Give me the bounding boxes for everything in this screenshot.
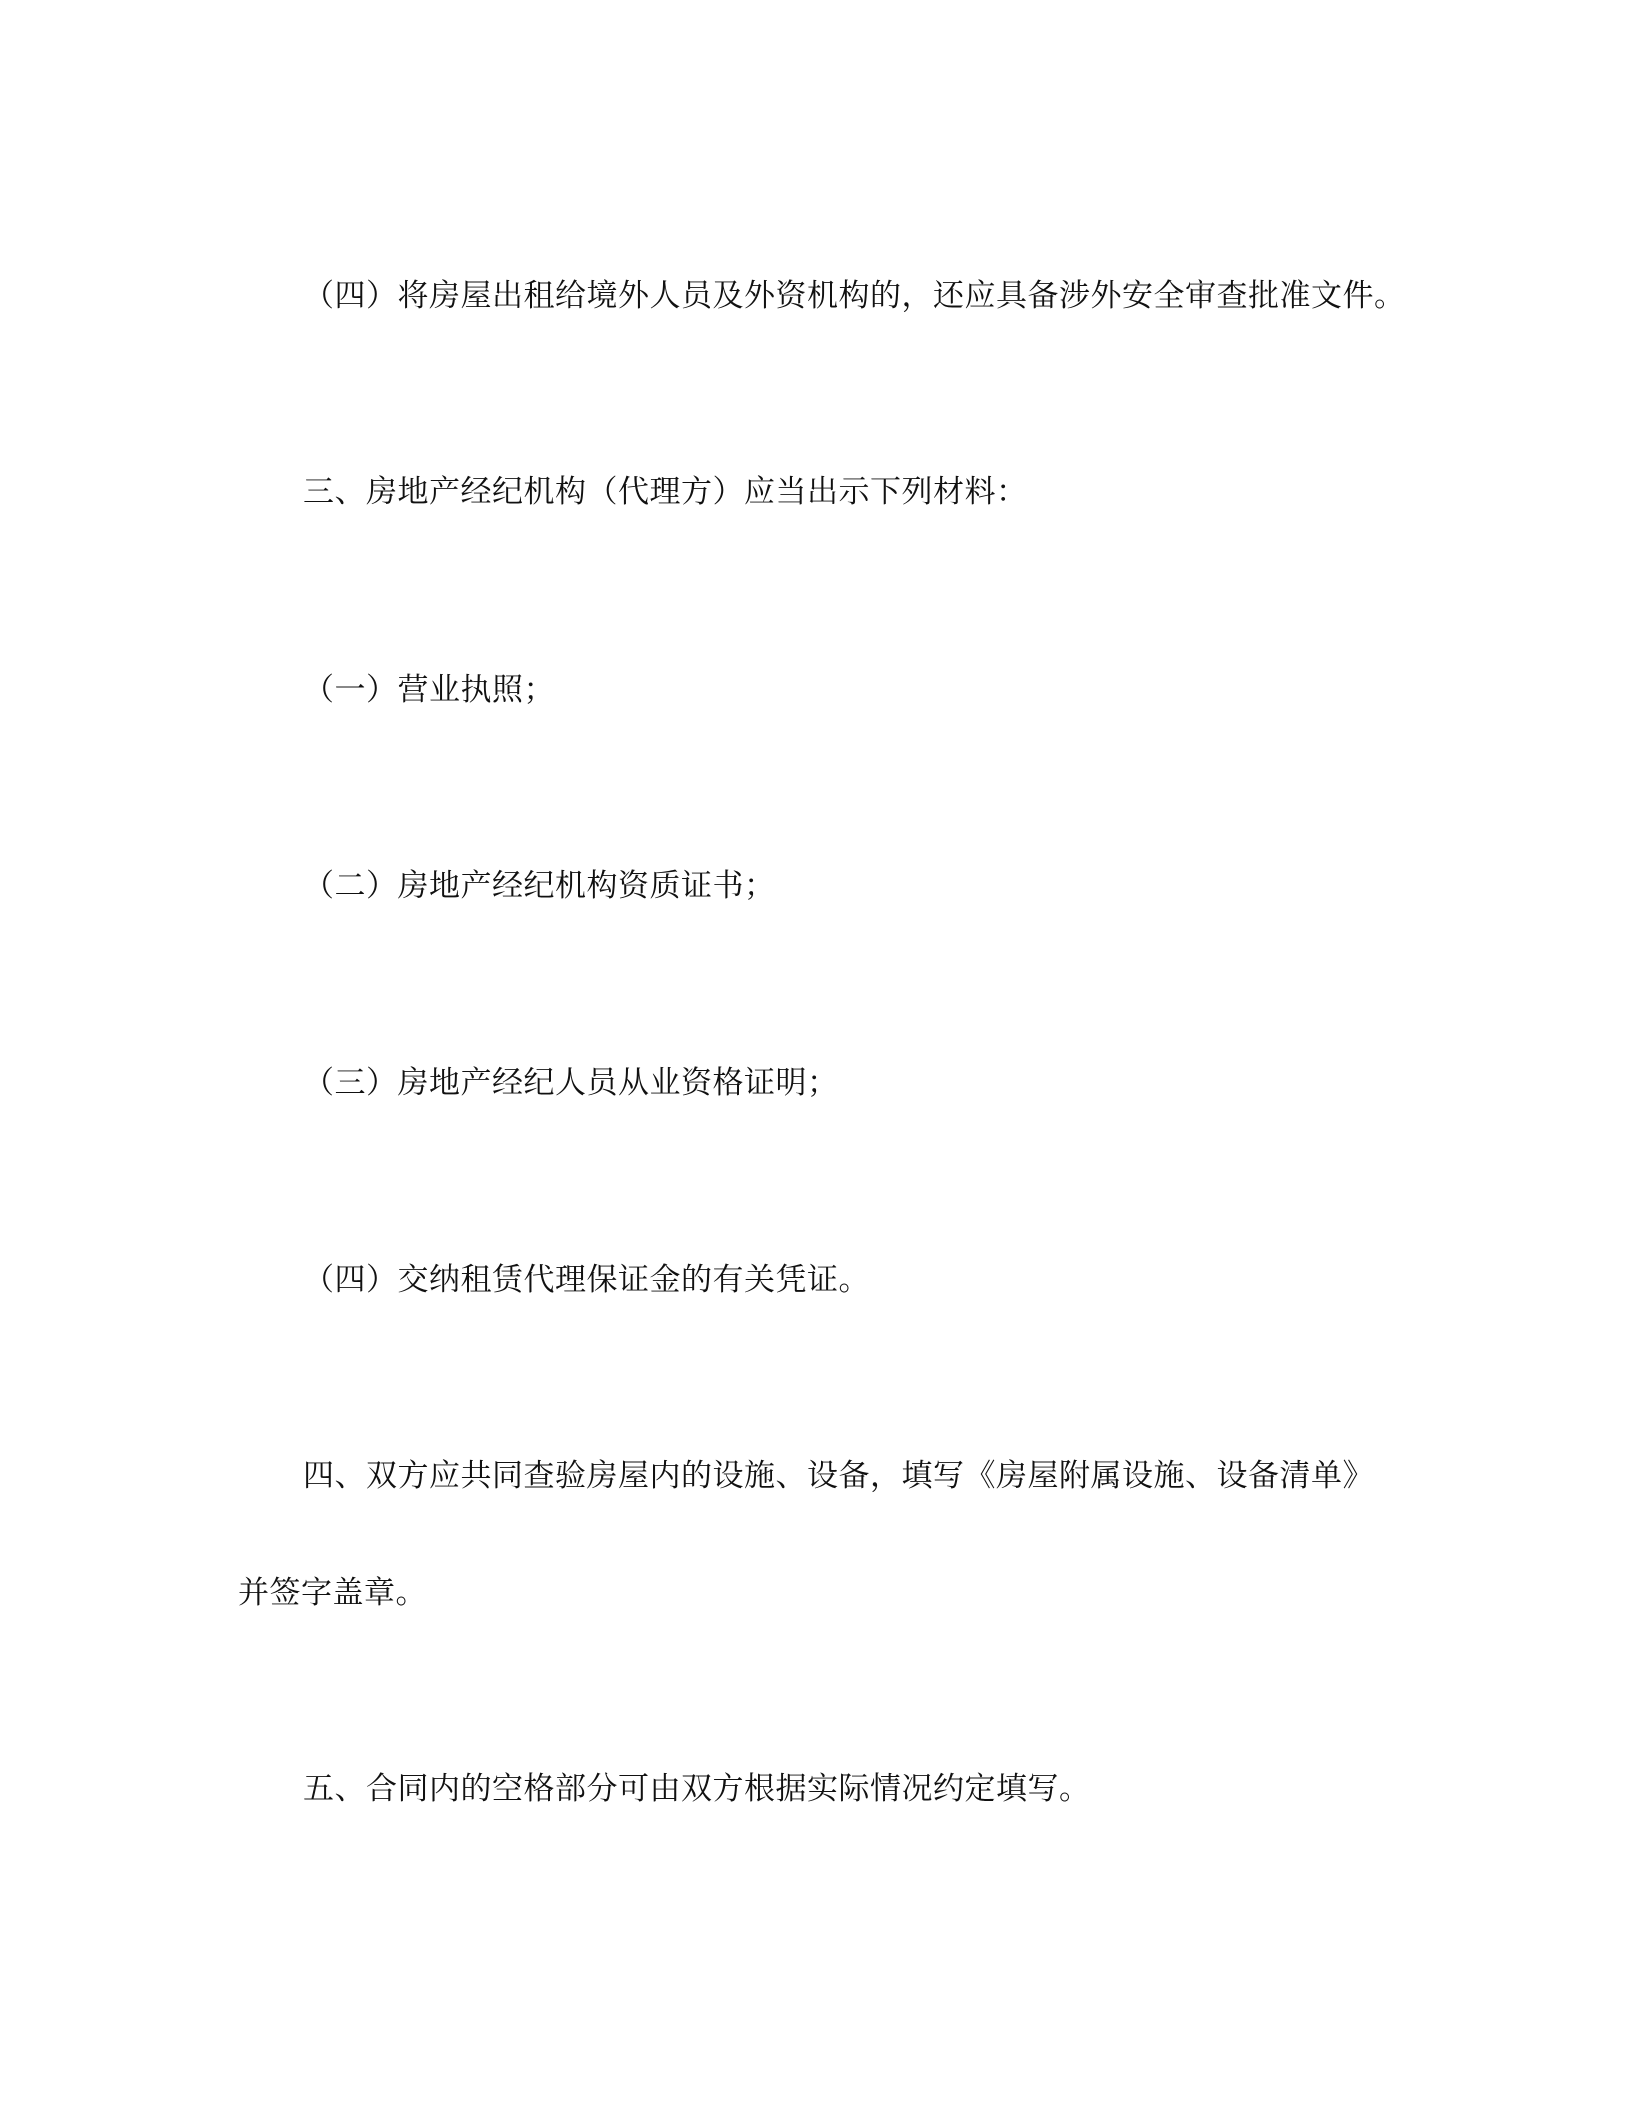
paragraph-section-four-continued: 并签字盖章。 [238,1575,427,1611]
paragraph-section-four: 四、双方应共同查验房屋内的设施、设备，填写《房屋附属设施、设备清单》 [303,1458,1374,1494]
paragraph-item-qualification-certificate: （二）房地产经纪机构资质证书； [303,868,776,904]
paragraph-item-business-license: （一）营业执照； [303,672,555,708]
paragraph-section-three-heading: 三、房地产经纪机构（代理方）应当出示下列材料： [303,474,1028,510]
paragraph-item-deposit-voucher: （四）交纳租赁代理保证金的有关凭证。 [303,1262,870,1298]
paragraph-item-practitioner-certificate: （三）房地产经纪人员从业资格证明； [303,1065,839,1101]
paragraph-foreign-rental-approval: （四）将房屋出租给境外人员及外资机构的，还应具备涉外安全审查批准文件。 [303,278,1406,314]
paragraph-section-five: 五、合同内的空格部分可由双方根据实际情况约定填写。 [303,1771,1091,1807]
